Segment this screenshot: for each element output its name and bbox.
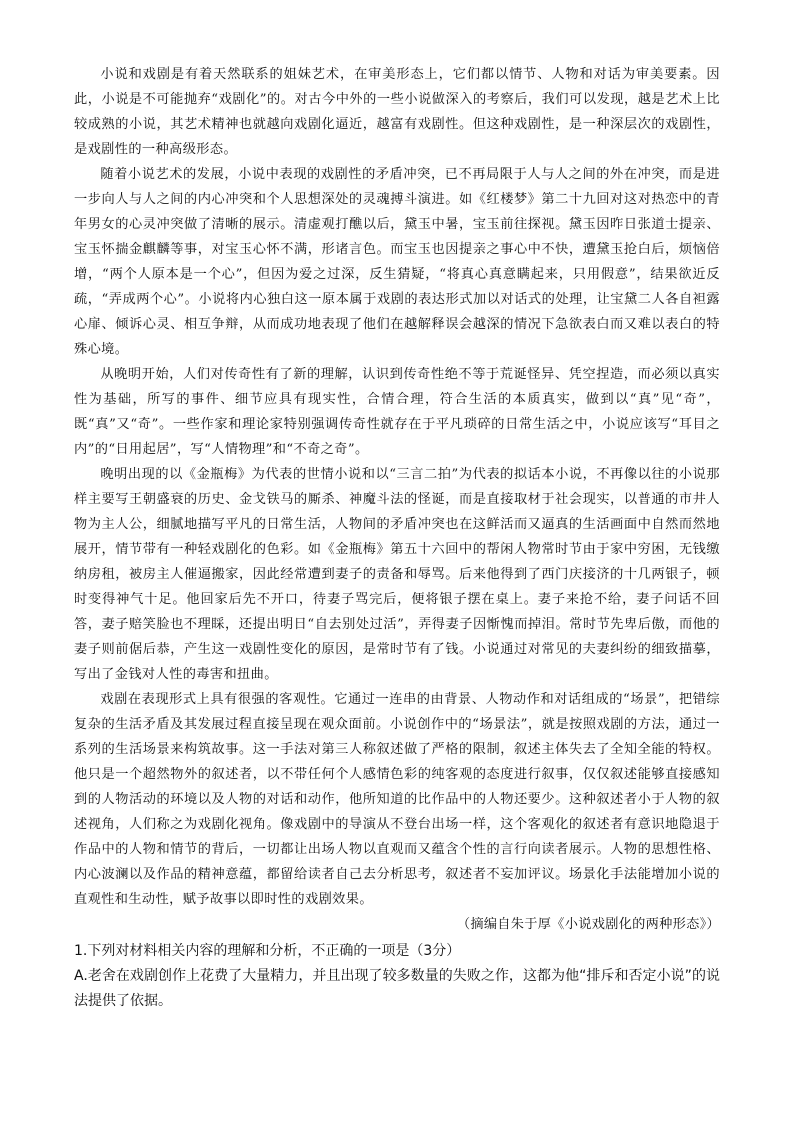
paragraph-2: 随着小说艺术的发展，小说中表现的戏剧性的矛盾冲突，已不再局限于人与人之间的外在冲突，而是进一步向人与人之间的内心冲突和个人思想深处的灵魂搏斗演进。如《红楼梦》第二十九回对这对热恋中的青年男女的心灵冲突做了清晰的展示。清虚观打醮以后，黛玉中暑，宝玉前往探视。黛玉因昨日张道士提亲、宝玉怀揣金麒麟等事，对宝玉心怀不满，形诸言色。而宝玉也因提亲之事心中不快，遭黛玉抢白后，烦恼倍增，“两个人原本是一个心”，但因为爱之过深，反生猜疑，“将真心真意瞒起来，只用假意”，结果欲近反疏，“弄成两个心”。小说将内心独白这一原本属于戏剧的表达形式加以对话式的处理，让宝黛二人各自袒露心扉、倾诉心灵、相互争辩，从而成功地表现了他们在越解释误会越深的情况下急欲表白而又难以表白的特殊心境。 [74,167,720,357]
paragraph-1: 小说和戏剧是有着天然联系的姐妹艺术，在审美形态上，它们都以情节、人物和对话为审美要素。因此，小说是不可能抛弃“戏剧化”的。对古今中外的一些小说做深入的考察后，我们可以发现，越是艺术上比较成熟的小说，其艺术精神也就越向戏剧化逼近，越富有戏剧性。但这种戏剧性，是一种深层次的戏剧性，是戏剧性的一种高级形态。 [74,67,720,157]
paragraph-3: 从晚明开始，人们对传奇性有了新的理解，认识到传奇性绝不等于荒诞怪异、凭空捏造，而必须以真实性为基础，所写的事件、细节应具有现实性，合情合理，符合生活的本质真实，做到以“真”见“奇”，既“真”又“奇”。一些作家和理论家特别强调传奇性就存在于平凡琐碎的日常生活之中，小说应该写“耳目之内”的“日用起居”，写“人情物理”和“不奇之奇”。 [74,367,720,457]
question-stem: 1.下列对材料相关内容的理解和分析，不正确的一项是（3分） [74,943,461,959]
paragraph-4: 晚明出现的以《金瓶梅》为代表的世情小说和以“三言二拍”为代表的拟话本小说，不再像以往的小说那样主要写王朝盛衰的历史、金戈铁马的厮杀、神魔斗法的怪诞，而是直接取材于社会现实，以普通的市井人物为主人公，细腻地描写平凡的日常生活，人物间的矛盾冲突也在这鲜活而又逼真的生活画面中自然而然地展开，情节带有一种轻戏剧化的色彩。如《金瓶梅》第五十六回中的帮闲人物常时节由于家中穷困，无钱缴纳房租，被房主人催逼搬家，因此经常遭到妻子的责备和辱骂。后来他得到了西门庆接济的十几两银子，顿时变得神气十足。他回家后先不开口，待妻子骂完后，便将银子摆在桌上。妻子来抢不给，妻子问话不回答，妻子赔笑脸也不理睬，还提出明日“自去别处过活”，弄得妻子因惭愧而掉泪。常时节先卑后傲，而他的妻子则前倨后恭，产生这一戏剧性变化的原因，是常时节有了钱。小说通过对常见的夫妻纠纷的细致描摹，写出了金钱对人性的毒害和扭曲。 [74,467,720,682]
paragraph-5: 戏剧在表现形式上具有很强的客观性。它通过一连串的由背景、人物动作和对话组成的“场景”，把错综复杂的生活矛盾及其发展过程直接呈现在观众面前。小说创作中的“场景法”，就是按照戏剧的方法，通过一系列的生活场景来构筑故事。这一手法对第三人称叙述做了严格的限制，叙述主体失去了全知全能的特权。他只是一个超然物外的叙述者，以不带任何个人感情色彩的纯客观的态度进行叙事，仅仅叙述能够直接感知到的人物活动的环境以及人物的对话和动作，他所知道的比作品中的人物还要少。这种叙述者小于人物的叙述视角，人们称之为戏剧化视角。像戏剧中的导演从不登台出场一样，这个客观化的叙述者有意识地隐退于作品中的人物和情节的背后，一切都让出场人物以直观而又蕴含个性的言行向读者展示。人物的思想性格、内心波澜以及作品的精神意蕴，都留给读者自己去分析思考，叙述者不妄加评议。场景化手法能增加小说的直观性和生动性，赋予故事以即时性的戏剧效果。 [74,692,720,907]
question-option-a: A.老舍在戏剧创作上花费了大量精力，并且出现了较多数量的失败之作，这都为他“排斥和否定小说”的说法提供了依据。 [74,968,720,1009]
source-citation: （摘编自朱于厚《小说戏剧化的两种形态》） [456,917,720,932]
